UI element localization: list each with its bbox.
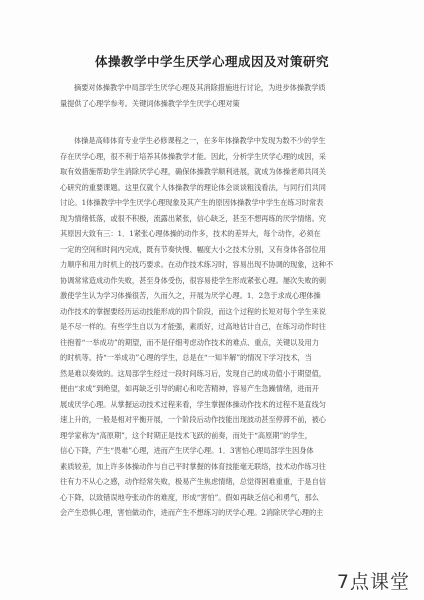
body-line: 其原因大致有三：1．1紧张心理体操的动作多，技术的差异大，每个动作，必须在 <box>60 229 321 238</box>
body-line: 协调常常造成动作失败，甚至身体受伤，很容易使学生形成紧张心理。屡次失败的刺 <box>60 275 326 285</box>
body-line: 速上升的，一般是相对平衡开展，一个阶段后动作技能出现波动甚至停滞不前，被心 <box>60 415 326 424</box>
body-line: 存在厌学心理，很不利于培养其体操教学才能。因此，分析学生厌学心理的成因，采 <box>60 151 326 161</box>
body-line: 然是难以奏效的。这局部学生经过一段时间练习后，发现自己的成功值小于期望值， <box>60 368 326 378</box>
body-text-block <box>60 133 378 521</box>
body-line: 是不尽一样的。有些学生自以为才能强，素质好，过高地估计自己，在练习动作时往 <box>60 322 326 331</box>
body-line: 动作技术的掌握要经历运动技能形成的四个阶段，而这个过程的长短对每个学生来说 <box>60 306 326 316</box>
body-line: 取有效措施帮助学生消除厌学心理，确保体操教学顺利进展，就成为体操老师共同关 <box>60 167 326 176</box>
abstract-line: 摘要对体操教学中局部学生厌学心理及其消除措施进行讨论，为进步体操教学质 <box>74 83 326 92</box>
body-line: 心下降，以致错误地夸张动作的难度，形成“害怕”。假如再缺乏信心和勇气，那么 <box>60 492 319 502</box>
body-line: 往抱着“一举成功”的期望，而不是仔细考虑动作技术的难点、重点，关键以及用力 <box>60 337 319 347</box>
body-line: 激使学生认为学习体操很苦，久而久之，开展为厌学心理。1．2急于求成心理体操 <box>60 291 321 300</box>
body-line: 往有力不从心之感，动作经常失败，极易产生焦虑情绪，总觉得困难重重，于是自信 <box>60 477 326 486</box>
body-line: 便由“求成”到绝望，如再缺乏引导的耐心和吃苦精神，容易产生急躁情绪，进而开 <box>60 384 319 393</box>
body-line: 讨论。1体操教学中学生厌学心理现象及其产生的原因体操教学中学生在练习时常表 <box>60 198 324 207</box>
body-line: 体操是高师体育专业学生必修课程之一，在多年体操教学中发现为数不少的学生 <box>74 136 326 145</box>
body-line: 信心下降，产生“畏难”心理，进而产生厌学心理。1．3害怕心理局部学生因身体 <box>60 446 314 455</box>
body-line: 一定的空间和时间内完成，既有节奏快慢、幅度大小之技术分别，又有身体各部位用 <box>60 244 326 254</box>
abstract-block <box>60 80 378 111</box>
body-line: 理学家称为“高原期”，这个时期正是技术飞跃的前奏，而处于“高原期”的学生， <box>60 430 312 440</box>
abstract-line: 量提供了心理学参考。关键词体操教学学生厌学心理对策 <box>60 98 240 108</box>
site-watermark: 7点课堂 <box>336 571 410 593</box>
body-line: 心研究的重要课题。这里仅就个人体操教学的理论体会谈谈粗浅看法，与同行们共同 <box>60 182 326 192</box>
body-line: 力顺序和用力时机上的技巧要求。在动作技术练习时，容易出现不协调的现象，这种不 <box>60 260 334 269</box>
body-line: 素质较差，加上许多体操动作与自己平时掌握的体育技能毫无联络，技术动作练习往 <box>60 461 326 471</box>
body-line: 会产生恐惧心理，害怕做动作，进而产生不想练习的厌学心理。2消除厌学心理的主 <box>60 508 324 517</box>
body-line: 的时机等。持“一举成功”心理的学生，总是在“一知半解”的情况下学习技术，当 <box>60 353 312 362</box>
body-line: 现为情绪低落，或很不积极，流露出紧张，信心缺乏，甚至不想再练的厌学情绪。究 <box>60 213 326 223</box>
document-title: 体操教学中学生厌学心理成因及对策研究 <box>94 54 329 69</box>
body-line: 展成厌学心理。从掌握运动技术过程来看，学生掌握体操动作技术的过程不是直线匀 <box>60 399 326 409</box>
